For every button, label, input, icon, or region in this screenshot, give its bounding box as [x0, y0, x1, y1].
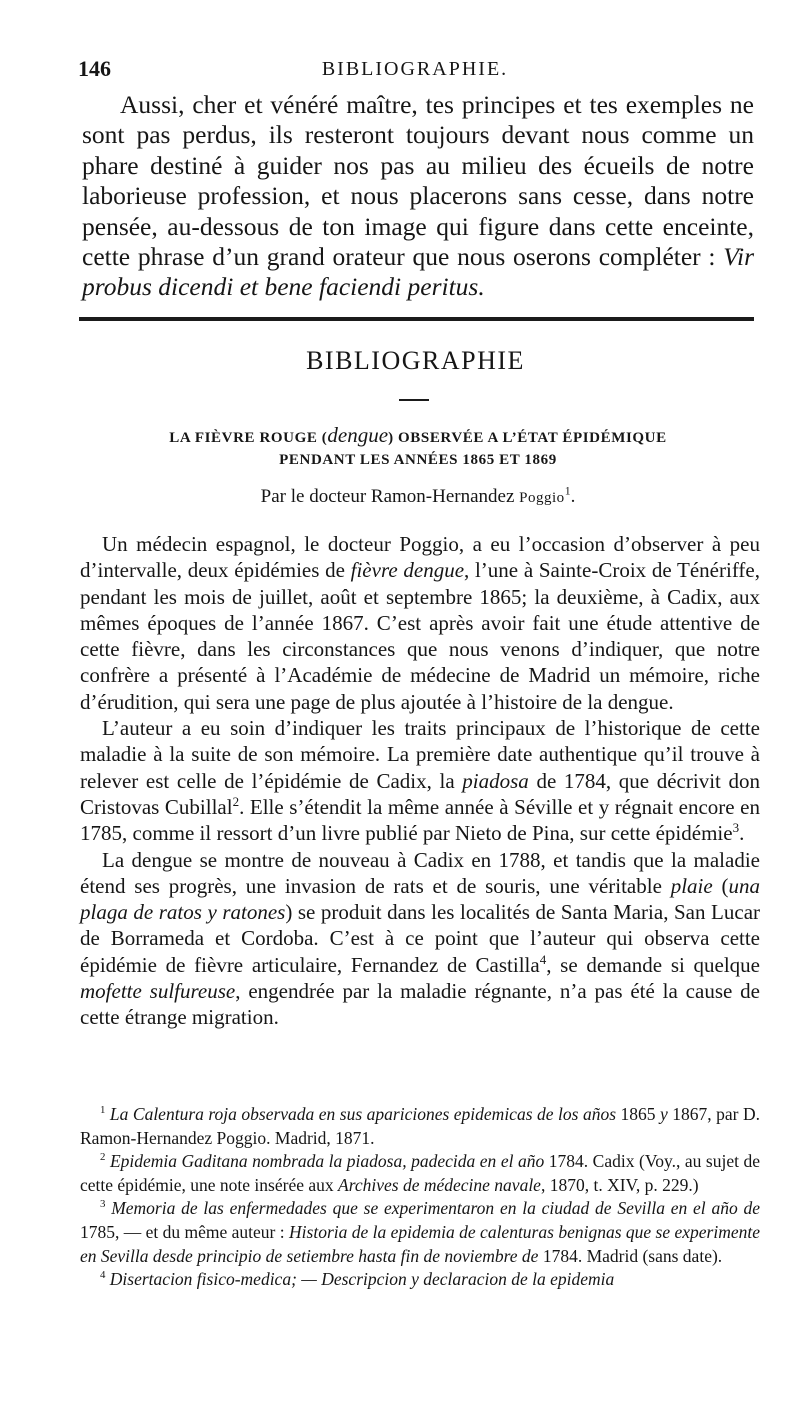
- author-name: Poggio: [519, 490, 565, 506]
- footnote-mark: 2: [232, 793, 240, 809]
- text-run: 1785, — et du même auteur :: [80, 1221, 290, 1242]
- latin-quote: Vir probus dicendi et bene faciendi peritus.: [82, 242, 754, 302]
- italic-run: fièvre dengue: [350, 558, 465, 583]
- italic-run: Disertacion fisico-medica; — Descripcion y declaracion de la epidemia: [109, 1269, 615, 1290]
- footnote-number: 2: [100, 1151, 106, 1164]
- author-prefix: Par le docteur Ramon-Hernandez: [260, 486, 520, 507]
- italic-run: Archives de médecine navale: [338, 1174, 541, 1195]
- italic-run: piadosa: [462, 768, 529, 793]
- text-run: L’auteur a eu soin d’indiquer les traits principaux de l’historique de cette maladie à la suite de son mémoire. La première date authentique qu’il trouve à relever est celle de l’épidémie de Cadix, la: [80, 716, 760, 793]
- author-line: [82, 486, 754, 508]
- page-number: 146: [78, 56, 111, 81]
- italic-run: mofette sulfureuse: [80, 979, 236, 1004]
- section-title: BIBLIOGRAPHIE: [306, 346, 525, 375]
- text-run: , l’une à Sainte-Croix de Ténériffe, pendant les mois de juillet, août et septembre 1865; la deuxième, à Cadix, aux mêmes époques de l’année 1867. C’est après avoir fait une étude attentive de cette fièvre, dans les circonstances que nous venons d’indiquer, que notre confrère a présenté à l’Académie de médecine de Madrid un mémoire, riche d’érudition, qui sera une page de plus ajoutée à l’histoire de la dengue.: [80, 558, 760, 714]
- footnotes: [80, 1103, 760, 1292]
- italic-run: una plaga de ratos y ratones: [80, 873, 760, 925]
- footnote-number: 1: [100, 1104, 106, 1117]
- work-title-part: ) OBSERVÉE A L’ÉTAT ÉPIDÉMIQUE: [388, 430, 667, 446]
- review-body: [80, 531, 760, 1031]
- title-rule: [399, 399, 429, 401]
- intro-text: Aussi, cher et vénéré maître, tes principes et tes exemples ne sont pas perdus, ils resteront toujours devant nous comme un phare destiné à guider nos pas au milieu des écueils de notre laborieuse profession, et nous placerons sans cesse, dans notre pensée, au-dessous de ton image qui figure dans cette enceinte, cette phrase d’un grand orateur que nous oserons compléter :: [82, 90, 754, 272]
- italic-run: plaie: [670, 873, 713, 898]
- footnote-number: 4: [100, 1269, 106, 1282]
- italic-run: La Calentura roja observada en sus apariciones epidemicas de los años: [109, 1104, 616, 1124]
- text-run: .: [739, 821, 745, 846]
- footnote-3: [80, 1197, 760, 1268]
- section-divider: [79, 317, 754, 321]
- italic-run: Epidemia Gaditana nombrada la piadosa, padecida en el año: [109, 1151, 545, 1172]
- text-run: (: [712, 873, 729, 898]
- text-run: 1867, par D. Ramon-Hernandez Poggio. Madrid, 1871.: [80, 1104, 760, 1148]
- text-run: , se demande si quelque: [546, 952, 760, 977]
- work-title-line2: PENDANT LES ANNÉES 1865 ET 1869: [279, 452, 557, 468]
- work-title-part: LA FIÈVRE ROUGE (: [169, 430, 328, 446]
- text-run: , 1870, t. XIV, p. 229.): [540, 1174, 699, 1195]
- footnote-1: [80, 1103, 760, 1150]
- running-title: BIBLIOGRAPHIE.: [321, 58, 509, 80]
- text-run: de 1784, que décrivit don Cristovas Cubillal: [80, 768, 760, 819]
- text-run: 1865: [616, 1104, 660, 1124]
- footnote-mark: 4: [539, 951, 547, 967]
- text-run: 1784. Madrid (sans date).: [538, 1245, 723, 1266]
- italic-run: Historia de la epidemia de calenturas benignas que se experimente en Sevilla desde principio de setiembre hasta fin de noviembre de: [80, 1221, 760, 1266]
- text-run: La dengue se montre de nouveau à Cadix en 1788, et tandis que la maladie étend ses progrès, une invasion de rats et de souris, une véritable: [80, 847, 760, 898]
- paragraph-1: [80, 531, 760, 715]
- reviewed-work-title: [82, 424, 754, 471]
- text-run: Un médecin espagnol, le docteur Poggio, a eu l’occasion d’observer à peu d’intervalle, deux épidémies de: [80, 532, 760, 583]
- text-run: , engendrée par la maladie régnante, n’a pas été la cause de cette étrange migration.: [80, 979, 760, 1030]
- footnote-number: 3: [100, 1198, 106, 1211]
- text-run: 1784. Cadix (Voy., au sujet de cette épidémie, une note insérée aux: [80, 1151, 760, 1195]
- work-title-italic: dengue: [327, 423, 389, 447]
- text-run: . Elle s’étendit la même année à Séville et y régnait encore en 1785, comme il ressort d’un livre publié par Nieto de Pina, sur cette épidémie: [80, 794, 761, 846]
- author-end: .: [570, 486, 576, 507]
- running-head: [78, 56, 752, 90]
- paragraph-2: [80, 715, 760, 846]
- italic-run: Memoria de las enfermedades que se experimentaron en la ciudad de Sevilla en el año de: [111, 1198, 761, 1219]
- text-run: ) se produit dans les localités de Santa Maria, San Lucar de Borrameda et Cordoba. C’est à ce point que l’auteur qui observa cette épidémie de fièvre articulaire, Fernandez de Castilla: [80, 900, 761, 977]
- intro-paragraph: [82, 90, 754, 303]
- footnote-4: [80, 1268, 760, 1292]
- italic-run: y: [660, 1104, 668, 1124]
- paragraph-3: [80, 847, 760, 1031]
- footnote-mark: 3: [732, 820, 740, 836]
- footnote-mark: 1: [564, 484, 571, 498]
- footnote-2: [80, 1150, 760, 1197]
